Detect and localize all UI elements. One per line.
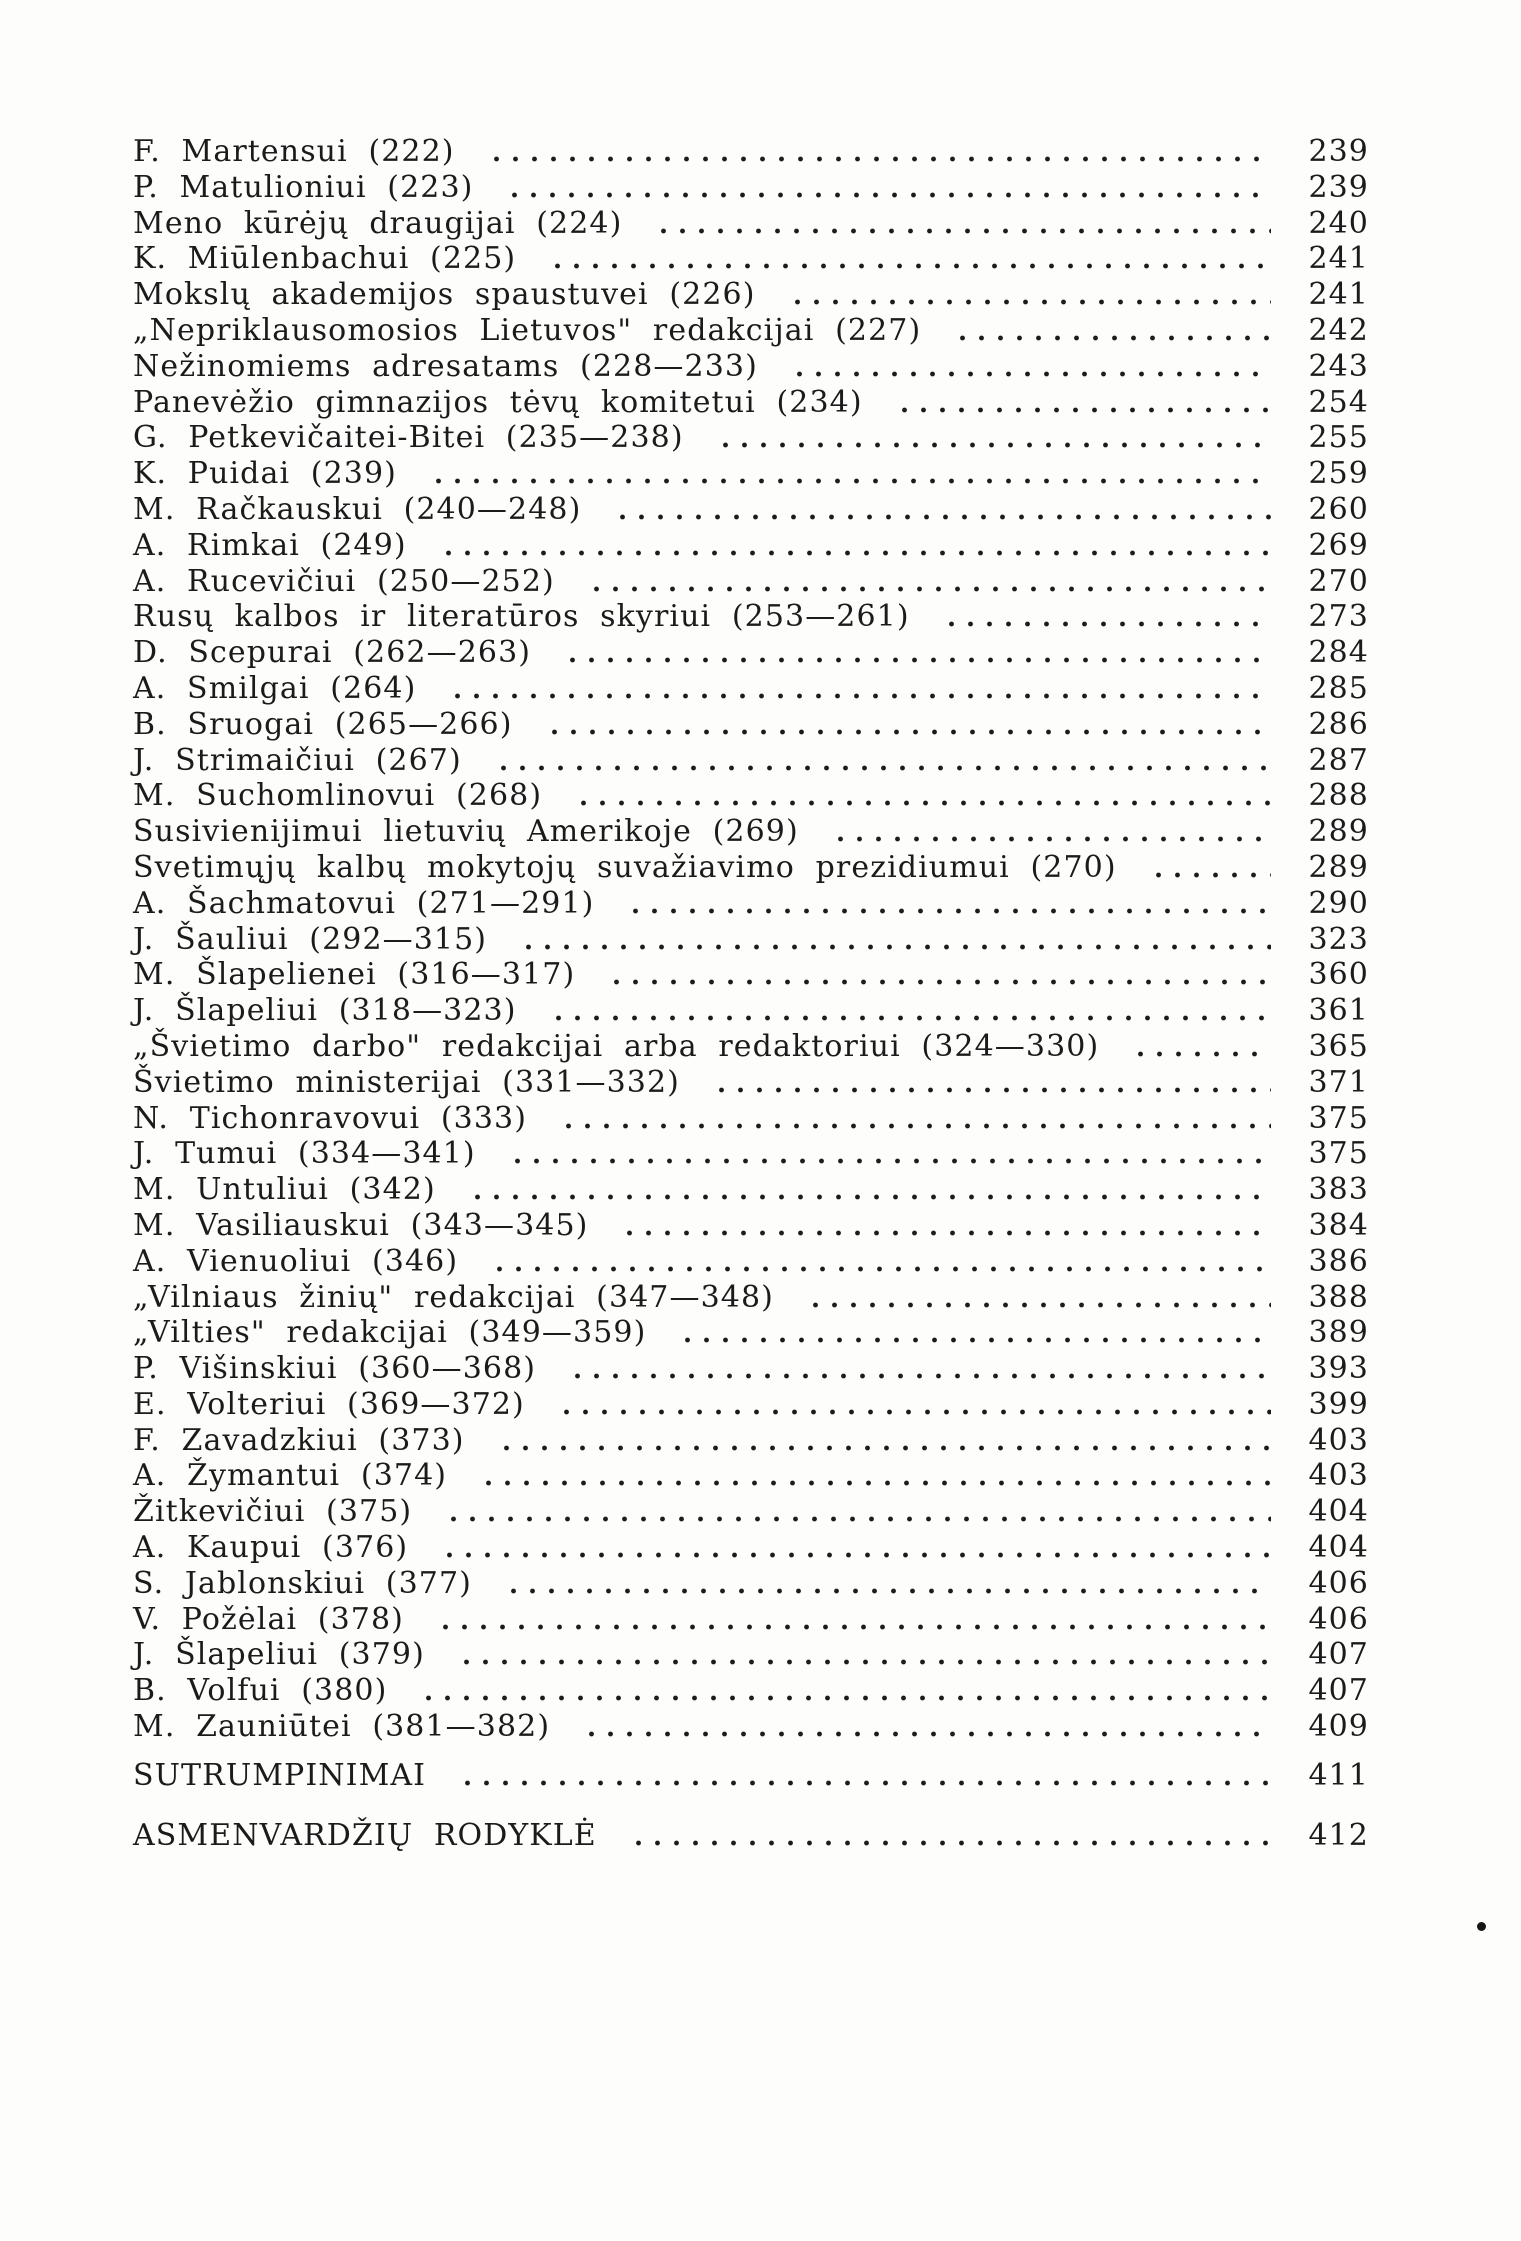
toc-row [133,1637,1369,1673]
toc-entry-label: A. Vienuoliui (346) [133,1243,459,1279]
toc-entry-label: SUTRUMPINIMAI [133,1757,427,1793]
dot-leader [487,156,1271,162]
dot-leader [790,371,1271,377]
toc-entry-page: 384 [1308,1207,1369,1243]
dot-leader [568,1373,1271,1379]
toc-entry-page: 375 [1308,1136,1369,1172]
toc-entry-label: „Vilties" redakcijai (349—359) [133,1315,647,1351]
toc-entry-label: A. Kaupui (376) [133,1530,409,1566]
dot-leader [490,1266,1271,1272]
dot-leader [620,1230,1271,1236]
toc-entry-label: Švietimo ministerijai (331—332) [133,1064,680,1100]
toc-row [133,1172,1369,1208]
toc-row [133,1673,1369,1709]
toc-entry-page: 375 [1308,1100,1369,1136]
toc-entry-label: M. Račkauskui (240—248) [133,491,582,527]
toc-entry-page: 286 [1308,706,1369,742]
toc-row [133,349,1369,385]
toc-row [133,1351,1369,1387]
dot-leader [953,335,1271,341]
dot-leader [559,1123,1271,1129]
dot-leader [429,478,1271,484]
toc-entry-label: E. Volteriui (369—372) [133,1386,525,1422]
dot-leader [545,729,1271,735]
toc-row [133,385,1369,421]
toc-row [133,707,1369,743]
toc-entry-page: 386 [1308,1243,1369,1279]
toc-row [133,1423,1369,1459]
dot-leader [457,1659,1271,1665]
toc-entry-page: 254 [1308,384,1369,420]
toc-entry-page: 406 [1308,1601,1369,1637]
dot-leader [505,192,1271,198]
dot-leader [439,550,1271,556]
toc-entry-page: 393 [1308,1351,1369,1387]
toc-row [133,1136,1369,1172]
toc-entry-page: 365 [1308,1028,1369,1064]
toc-entry-page: 371 [1308,1064,1369,1100]
toc-entry-page: 241 [1308,277,1369,313]
toc-entry-label: Žitkevičiui (375) [133,1494,413,1530]
toc-entry-label: „Vilniaus žinių" redakcijai (347—348) [133,1279,774,1315]
toc-entry-page: 240 [1308,205,1369,241]
toc-entry-page: 270 [1308,563,1369,599]
toc-entry-label: D. Scepurai (262—263) [133,635,532,671]
toc-entry-label: G. Petkevičaitei-Bitei (235—238) [133,420,684,456]
toc-row [133,313,1369,349]
dot-leader [549,1015,1271,1021]
toc-row [133,922,1369,958]
toc-row [133,492,1369,528]
toc-entry-page: 388 [1308,1279,1369,1315]
dot-leader [436,1624,1271,1630]
dot-leader [557,1409,1271,1415]
dot-leader [458,1780,1271,1786]
toc-entry-page: 411 [1308,1757,1369,1793]
dot-leader [444,1516,1271,1522]
dot-leader [831,836,1271,842]
toc-row [133,599,1369,635]
toc-entry-page: 260 [1308,491,1369,527]
toc-entry-label: P. Višinskiui (360—368) [133,1351,537,1387]
toc-entry-label: Svetimųjų kalbų mokytojų suvažiavimo prezidiumui (270) [133,849,1117,885]
table-of-contents [133,134,1369,1853]
toc-entry-list [133,134,1369,1745]
dot-leader [497,1445,1271,1451]
toc-entry-page: 383 [1308,1172,1369,1208]
toc-row [133,1315,1369,1351]
toc-row [133,1818,1369,1854]
dot-leader [448,693,1271,699]
toc-row [133,1530,1369,1566]
toc-entry-label: A. Žymantui (374) [133,1458,448,1494]
toc-entry-page: 255 [1308,420,1369,456]
toc-row [133,1758,1369,1794]
toc-entry-page: 259 [1308,456,1369,492]
toc-row [133,528,1369,564]
toc-row [133,1494,1369,1530]
toc-row [133,814,1369,850]
toc-entry-page: 407 [1308,1673,1369,1709]
toc-entry-page: 239 [1308,134,1369,169]
dot-leader [574,800,1271,806]
toc-row [133,1065,1369,1101]
toc-entry-label: M. Šlapelienei (316—317) [133,957,576,993]
toc-entry-page: 403 [1308,1422,1369,1458]
toc-row [133,206,1369,242]
toc-entry-label: „Švietimo darbo" redakcijai arba redaktoriui (324—330) [133,1028,1100,1064]
toc-entry-label: S. Jablonskiui (377) [133,1565,472,1601]
toc-entry-label: Mokslų akademijos spaustuvei (226) [133,277,756,313]
dot-leader [494,765,1271,771]
toc-row [133,957,1369,993]
toc-row [133,635,1369,671]
toc-entry-label: P. Matulioniui (223) [133,169,474,205]
toc-entry-label: M. Suchomlinovui (268) [133,778,543,814]
toc-entry-page: 323 [1308,921,1369,957]
toc-entry-label: J. Šlapeliui (379) [133,1637,425,1673]
toc-row [133,420,1369,456]
toc-row [133,1387,1369,1423]
toc-entry-page: 242 [1308,312,1369,348]
toc-entry-label: J. Šauliui (292—315) [133,921,488,957]
dot-leader [504,1588,1271,1594]
toc-entry-page: 404 [1308,1494,1369,1530]
toc-row [133,1280,1369,1316]
toc-row [133,993,1369,1029]
toc-row [133,778,1369,814]
toc-row [133,241,1369,277]
dot-leader [678,1337,1271,1343]
toc-entry-page: 241 [1308,241,1369,277]
dot-leader [712,1087,1271,1093]
toc-entry-label: Meno kūrėjų draugijai (224) [133,205,623,241]
dot-leader [548,263,1271,269]
toc-row [133,1101,1369,1137]
toc-entry-label: „Nepriklausomosios Lietuvos" redakcijai (227) [133,312,922,348]
toc-row [133,1244,1369,1280]
toc-entry-label: J. Tumui (334—341) [133,1136,476,1172]
toc-entry-page: 403 [1308,1458,1369,1494]
toc-entry-page: 284 [1308,635,1369,671]
dot-leader [895,407,1271,413]
dot-leader [440,1552,1271,1558]
toc-entry-page: 389 [1308,1315,1369,1351]
dot-leader [587,586,1271,592]
dot-leader [806,1302,1271,1308]
dot-leader [419,1695,1271,1701]
toc-entry-label: Panevėžio gimnazijos tėvų komitetui (234) [133,384,863,420]
toc-row [133,1029,1369,1065]
toc-entry-label: F. Zavadzkiui (373) [133,1422,465,1458]
toc-entry-page: 287 [1308,742,1369,778]
toc-row [133,170,1369,206]
toc-entry-label: J. Šlapeliui (318—323) [133,993,517,1029]
toc-entry-page: 404 [1308,1530,1369,1566]
dot-leader [1149,872,1271,878]
toc-entry-page: 290 [1308,885,1369,921]
toc-entry-label: ASMENVARDŽIŲ RODYKLĖ [133,1817,597,1853]
dot-leader [582,1731,1271,1737]
toc-entry-label: A. Rucevičiui (250—252) [133,563,555,599]
toc-entry-page: 409 [1308,1709,1369,1745]
toc-entry-label: A. Smilgai (264) [133,670,417,706]
dot-leader [629,1840,1271,1846]
dot-leader [508,1158,1271,1164]
toc-entry-page: 288 [1308,778,1369,814]
toc-row [133,1208,1369,1244]
toc-entry-page: 399 [1308,1386,1369,1422]
dot-leader [942,621,1271,627]
toc-entry-page: 406 [1308,1565,1369,1601]
toc-entry-label: Nežinomiems adresatams (228—233) [133,348,758,384]
dot-leader [479,1480,1271,1486]
toc-entry-label: Rusų kalbos ir literatūros skyriui (253—261) [133,599,910,635]
toc-entry-page: 289 [1308,814,1369,850]
toc-entry-page: 360 [1308,957,1369,993]
toc-entry-label: K. Miūlenbachui (225) [133,241,517,277]
toc-row [133,564,1369,600]
dot-leader [654,228,1271,234]
toc-row [133,1566,1369,1602]
toc-row [133,743,1369,779]
toc-entry-label: Susivienijimui lietuvių Amerikoje (269) [133,814,799,850]
toc-row [133,850,1369,886]
dot-leader [716,442,1271,448]
toc-entry-label: K. Puidai (239) [133,456,397,492]
toc-entry-page: 239 [1308,169,1369,205]
toc-entry-page: 269 [1308,527,1369,563]
toc-entry-page: 273 [1308,599,1369,635]
toc-entry-label: A. Šachmatovui (271—291) [133,885,595,921]
toc-row [133,1709,1369,1745]
dot-leader [626,908,1271,914]
toc-entry-label: J. Strimaičiui (267) [133,742,462,778]
toc-row [133,134,1369,170]
toc-section-list [133,1758,1369,1854]
dot-leader [607,979,1271,985]
toc-row [133,1458,1369,1494]
toc-entry-label: V. Požėlai (378) [133,1601,404,1637]
dot-leader [468,1194,1271,1200]
toc-entry-label: A. Rimkai (249) [133,527,407,563]
toc-entry-label: F. Martensui (222) [133,134,455,169]
toc-entry-label: B. Sruogai (265—266) [133,706,513,742]
dot-leader [519,944,1271,950]
toc-entry-label: N. Tichonravovui (333) [133,1100,528,1136]
toc-entry-page: 289 [1308,849,1369,885]
toc-row [133,277,1369,313]
toc-row [133,456,1369,492]
dot-leader [1131,1051,1271,1057]
toc-entry-page: 412 [1308,1817,1369,1853]
ink-speck [1477,1922,1486,1931]
toc-entry-page: 361 [1308,993,1369,1029]
toc-row [133,886,1369,922]
toc-row [133,671,1369,707]
toc-entry-label: M. Vasiliauskui (343—345) [133,1207,589,1243]
dot-leader [563,657,1271,663]
dot-leader [613,514,1271,520]
toc-entry-page: 243 [1308,348,1369,384]
toc-entry-label: B. Volfui (380) [133,1673,388,1709]
toc-row [133,1602,1369,1638]
toc-entry-label: M. Untuliui (342) [133,1172,436,1208]
toc-entry-page: 285 [1308,670,1369,706]
dot-leader [788,299,1271,305]
toc-entry-label: M. Zauniūtei (381—382) [133,1709,551,1745]
toc-entry-page: 407 [1308,1637,1369,1673]
